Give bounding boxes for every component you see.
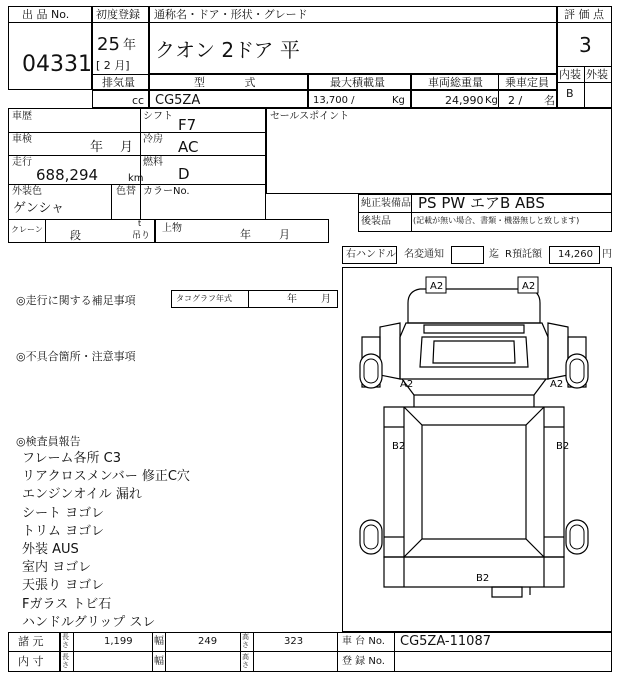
inspector-report-heading: ◎検査員報告 <box>16 435 81 448</box>
color-label: 外装色 <box>12 186 42 197</box>
inspection-label: 車検 <box>12 134 32 145</box>
height-label: 高さ <box>242 633 249 649</box>
name-change-label: 名変通知 <box>404 249 444 260</box>
fuel-value: D <box>178 165 190 183</box>
first-reg-month: [ 2 月] <box>96 59 130 72</box>
inspection-year: 年 <box>90 140 104 155</box>
mark-a2-left: A2 <box>400 379 414 390</box>
gross-weight-value: 24,990 <box>445 94 484 107</box>
fuel-label: 燃料 <box>143 157 163 168</box>
ac-label: 冷房 <box>143 134 163 145</box>
length-value: 1,199 <box>104 636 133 647</box>
tachograph-month: 月 <box>321 294 331 305</box>
chassis-label: 車 台 No. <box>342 636 385 647</box>
capacity-value: 2 / <box>508 94 523 107</box>
shift-label: シフト <box>143 111 173 122</box>
aftermarket-label: 後装品 <box>361 216 391 227</box>
driving-notes-heading: ◎走行に関する補足事項 <box>16 294 136 307</box>
inspection-month: 月 <box>120 140 134 155</box>
grade-score: 3 <box>579 33 592 57</box>
grade-label: 評 価 点 <box>564 8 604 21</box>
first-reg-year-unit: 年 <box>123 38 137 53</box>
lot-label: 出 品 No. <box>22 8 70 21</box>
crane-ton-unit: t <box>138 219 142 228</box>
inspector-report-line: トリム ヨゴレ <box>22 523 105 539</box>
interior-grade: B <box>566 87 574 100</box>
tachograph-year: 年 <box>287 294 297 305</box>
tachograph-label: タコグラフ年式 <box>176 294 232 303</box>
equipment-value: PS PW エアB ABS <box>418 194 545 212</box>
capacity-label: 乗車定員 <box>505 76 549 89</box>
recycle-tax-unit: 円 <box>602 249 612 260</box>
gross-weight-unit: Kg <box>485 95 498 106</box>
inspector-report-line: 外装 AUS <box>22 542 79 557</box>
inner-height-label: 高さ <box>242 653 249 669</box>
recycle-tax-label: R預託額 <box>505 249 542 260</box>
inspector-report-line: Fガラス トビ石 <box>22 596 112 612</box>
color-code-label: カラーNo. <box>143 186 190 197</box>
width-label: 幅 <box>154 636 164 647</box>
first-reg-year: 25 <box>97 34 120 55</box>
inspector-report-line: ハンドルグリップ スレ <box>22 614 156 630</box>
body-label: 上物 <box>162 223 182 234</box>
model-code-label: 型 式 <box>194 76 274 89</box>
aftermarket-note: (記載が無い場合、書類・機器無しと致します) <box>413 216 580 225</box>
inspector-report-line: シート ヨゴレ <box>22 505 105 521</box>
model-name: クオン 2ドア 平 <box>155 38 300 62</box>
model-code: CG5ZA <box>155 93 201 108</box>
height-value: 323 <box>284 636 304 647</box>
displacement-label: 排気量 <box>102 76 135 89</box>
chassis-value: CG5ZA-11087 <box>400 634 491 649</box>
mileage-label: 走行 <box>12 157 32 168</box>
body-year: 年 <box>240 228 251 241</box>
lot-number: 04331 <box>22 52 92 77</box>
max-load-value: 13,700 / <box>313 95 355 106</box>
max-load-label: 最大積載量 <box>330 76 385 89</box>
color-change-label: 色替 <box>116 186 136 197</box>
ac-value: AC <box>178 138 199 156</box>
color-value: ゲンシャ <box>13 201 65 216</box>
mileage-unit: km <box>128 173 144 184</box>
sales-point-label: セールスポイント <box>270 111 350 122</box>
mileage-value: 688,294 <box>36 166 99 184</box>
auction-sheet <box>8 6 612 672</box>
exterior-label: 外装 <box>586 68 608 81</box>
model-label: 通称名・ドア・形状・グレード <box>154 8 308 21</box>
registration-label: 登 録 No. <box>342 656 385 667</box>
inspector-report-line: エンジンオイル 漏れ <box>22 487 142 503</box>
inspector-report-line: フレーム各所 C3 <box>22 451 121 466</box>
name-change-box <box>451 246 484 264</box>
history-label: 車歴 <box>12 111 32 122</box>
gross-weight-label: 車両総重量 <box>428 76 483 89</box>
width-value: 249 <box>198 636 218 647</box>
footer-row-dims <box>8 632 612 652</box>
interior-label: 内装 <box>559 68 581 81</box>
recycle-tax-value: 14,260 <box>558 249 593 260</box>
crane-label: クレーン <box>11 225 43 234</box>
inner-dims-label: 内 寸 <box>18 655 44 668</box>
mark-a2-front-left: A2 <box>430 281 444 292</box>
length-label: 長さ <box>62 633 69 649</box>
inspector-report-line: 室内 ヨゴレ <box>22 560 92 576</box>
vehicle-diagram <box>342 267 612 632</box>
inner-length-label: 長さ <box>62 653 69 669</box>
displacement-unit: cc <box>132 94 145 107</box>
crane-stage: 段 <box>70 229 81 242</box>
defects-heading: ◎不具合箇所・注意事項 <box>16 350 136 363</box>
mark-a2-right: A2 <box>550 379 564 390</box>
deadline-label: 迄 <box>489 249 499 260</box>
body-month: 月 <box>279 228 290 241</box>
equipment-label: 純正装備品 <box>361 198 411 209</box>
first-reg-label: 初度登録 <box>96 8 140 21</box>
max-load-unit: Kg <box>392 95 405 106</box>
inspector-report-line: 天張り ヨゴレ <box>22 578 105 594</box>
mark-b2-right: B2 <box>556 441 570 452</box>
inspector-report-line: リアクロスメンバー 修正C穴 <box>22 469 190 485</box>
crane-ton-label: 吊り <box>132 231 151 241</box>
shift-value: F7 <box>178 116 197 134</box>
capacity-unit: 名 <box>544 94 555 107</box>
mark-b2-left: B2 <box>392 441 406 452</box>
mark-a2-front-right: A2 <box>522 281 536 292</box>
dims-label: 諸 元 <box>18 635 44 648</box>
rhd-label: 右ハンドル <box>346 249 396 260</box>
mark-b2-rear: B2 <box>476 573 490 584</box>
inner-width-label: 幅 <box>154 656 164 667</box>
